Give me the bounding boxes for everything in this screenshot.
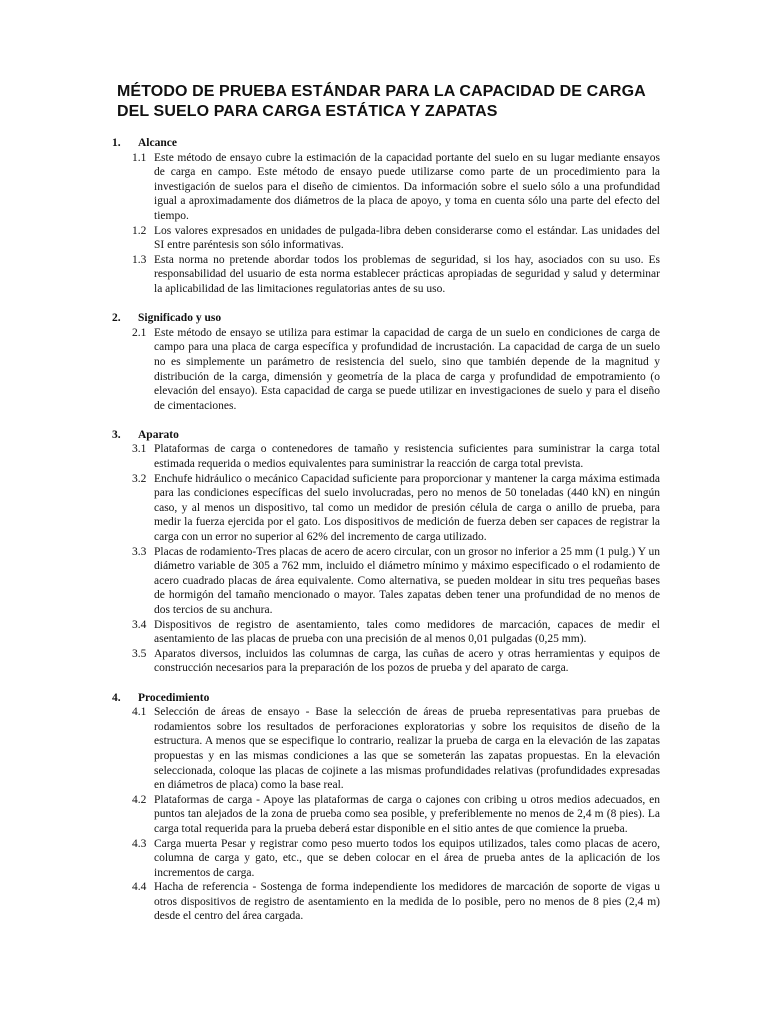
- clause: [112, 705, 660, 793]
- clause-text: Hacha de referencia - Sostenga de forma independiente los medidores de marcación de soporte de vigas u otros dispositivos de registro de asentamiento en la medida de lo posible, pero no menos de 8 pies (2,4 m) desde el centro del área cargada.: [154, 881, 660, 923]
- clause: [112, 618, 660, 647]
- section: [112, 691, 660, 925]
- clause-text: Esta norma no pretende abordar todos los problemas de seguridad, si los hay, asociados con su uso. Es responsabilidad del usuario de esta norma establecer prácticas apropiadas de seguridad y salud y determinar la aplicabilidad de las limitaciones regulatorias antes de su uso.: [154, 253, 660, 295]
- clause-number: 1.2: [132, 224, 147, 237]
- clause-number: 3.5: [132, 647, 147, 660]
- clause-number: 3.2: [132, 472, 147, 485]
- clause-number: 3.1: [132, 443, 147, 456]
- clause-number: 2.1: [132, 326, 147, 339]
- clause: [112, 253, 660, 297]
- section-title: Significado y uso: [138, 312, 222, 325]
- clause-number: 1.1: [132, 151, 147, 164]
- clause: [112, 837, 660, 881]
- clause-text: Este método de ensayo se utiliza para estimar la capacidad de carga de un suelo en condiciones de carga de campo para una placa de carga específica y profundidad de incrustación. La capacidad de carga de un suelo no es simplemente un parámetro de resistencia del suelo, sino que también depende de la magnitud y distribución de la carga, dimensión y geometría de la placa de carga y profundidad de empotramiento (o elevación del ensayo). Esta capacidad de carga se puede utilizar en investigaciones de suelo y para el diseño de cimentaciones.: [154, 326, 660, 412]
- clause-text: Aparatos diversos, incluidos las columnas de carga, las cuñas de acero y otras herramientas y equipos de construcción necesarios para la preparación de los pozos de prueba y del aparato de carga.: [154, 647, 660, 675]
- clause: [112, 151, 660, 224]
- title-line-2: DEL SUELO PARA CARGA ESTÁTICA Y ZAPATAS: [117, 103, 498, 120]
- section-number: 4.: [112, 691, 121, 704]
- clause-text: Los valores expresados en unidades de pulgada-libra deben considerarse como el estándar. Las unidades del SI entre paréntesis son sólo informativas.: [154, 224, 660, 252]
- section-title: Alcance: [138, 137, 177, 149]
- clause-text: Carga muerta Pesar y registrar como peso muerto todos los equipos utilizados, tales como placas de acero, columna de carga y gato, etc., que se deben colocar en el área de prueba antes de la aplicación de los incrementos de carga.: [154, 837, 660, 879]
- clause: [112, 472, 660, 545]
- document-title: [117, 82, 677, 122]
- section-heading: [112, 311, 660, 326]
- clause-number: 3.4: [132, 618, 147, 631]
- clause-number: 1.3: [132, 253, 147, 266]
- clause-number: 4.2: [132, 793, 147, 806]
- section-number: 3.: [112, 428, 121, 441]
- clause: [112, 224, 660, 253]
- section-title: Procedimiento: [138, 691, 210, 704]
- clause-text: Este método de ensayo cubre la estimación de la capacidad portante del suelo en su lugar mediante ensayos de carga en campo. Este método de ensayo puede utilizarse como parte de un procedimiento para la investigación de suelos para el diseño de cimientos. Da información sobre el suelo sólo a una profundidad igual a aproximadamente dos diámetros de la placa de apoyo, y toma en cuenta sólo una parte del efecto del tiempo.: [154, 151, 660, 222]
- clause: [112, 793, 660, 837]
- clause-number: 4.3: [132, 837, 147, 850]
- clause-number: 4.1: [132, 706, 147, 719]
- document-body: [112, 136, 660, 939]
- section-number: 2.: [112, 312, 121, 325]
- section: [112, 428, 660, 676]
- clause-text: Dispositivos de registro de asentamiento, tales como medidores de marcación, capaces de medir el asentamiento de las placas de prueba con una precisión de al menos 0,01 pulgadas (0,25 mm).: [154, 618, 660, 646]
- clause-text: Plataformas de carga - Apoye las plataformas de carga o cajones con cribing u otros medios adecuados, en puntos tan alejados de la zona de prueba como sea posible, y preferiblemente no menos de 2,4 m (8 pies). La carga total requerida para la prueba deberá estar disponible en el sitio antes de que comience la prueba.: [154, 793, 660, 835]
- clause: [112, 880, 660, 924]
- clause-number: 4.4: [132, 881, 147, 894]
- section-heading: [112, 691, 660, 706]
- section-number: 1.: [112, 137, 121, 149]
- section: [112, 136, 660, 297]
- clause-number: 3.3: [132, 545, 147, 558]
- section: [112, 311, 660, 413]
- clause: [112, 326, 660, 414]
- clause-text: Placas de rodamiento-Tres placas de acero de acero circular, con un grosor no inferior a 25 mm (1 pulg.) Y un diámetro variable de 305 a 762 mm, incluido el diámetro mínimo y máximo especificado o el rodamiento de acero cuadrado placas de área equivalente. Como alternativa, se pueden moldear in situ tres pequeñas bases de hormigón del tamaño mencionado o mayor. Tales zapatas deben tener una profundidad de no menos de dos tercios de su anchura.: [154, 545, 660, 616]
- section-heading: [112, 428, 660, 443]
- clause: [112, 545, 660, 618]
- clause: [112, 647, 660, 676]
- title-line-1: MÉTODO DE PRUEBA ESTÁNDAR PARA LA CAPACIDAD DE CARGA: [117, 83, 646, 100]
- section-heading: [112, 136, 660, 151]
- clause-text: Selección de áreas de ensayo - Base la selección de áreas de prueba representativas para pruebas de rodamientos sobre los resultados de perforaciones exploratorias y sobre los requisitos de diseño de la estructura. A menos que se especifique lo contrario, realizar la prueba de carga en la elevación de las zapatas propuestas y en las mismas condiciones a las que se someterán las zapatas propuestas. En la elevación seleccionada, coloque las placas de cojinete a las mismas profundidades relativas (profundidades expresadas en diámetros de placa) como la base real.: [154, 706, 660, 792]
- clause-text: Enchufe hidráulico o mecánico Capacidad suficiente para proporcionar y mantener la carga máxima estimada para las condiciones específicas del suelo involucradas, pero no menos de 50 toneladas (440 kN) en ningún caso, y al menos un dispositivo, tal como un medidor de presión célula de carga o anillo de prueba, para medir la fuerza ejercida por el gato. Los dispositivos de medición de fuerza deben ser capaces de registrar la carga con un error no superior al 62% del incremento de carga utilizado.: [154, 472, 660, 544]
- clause: [112, 442, 660, 471]
- section-title: Aparato: [138, 428, 179, 441]
- clause-text: Plataformas de carga o contenedores de tamaño y resistencia suficientes para suministrar la carga total estimada requerida o medios equivalentes para suministrar la reacción de carga total prevista.: [154, 443, 660, 471]
